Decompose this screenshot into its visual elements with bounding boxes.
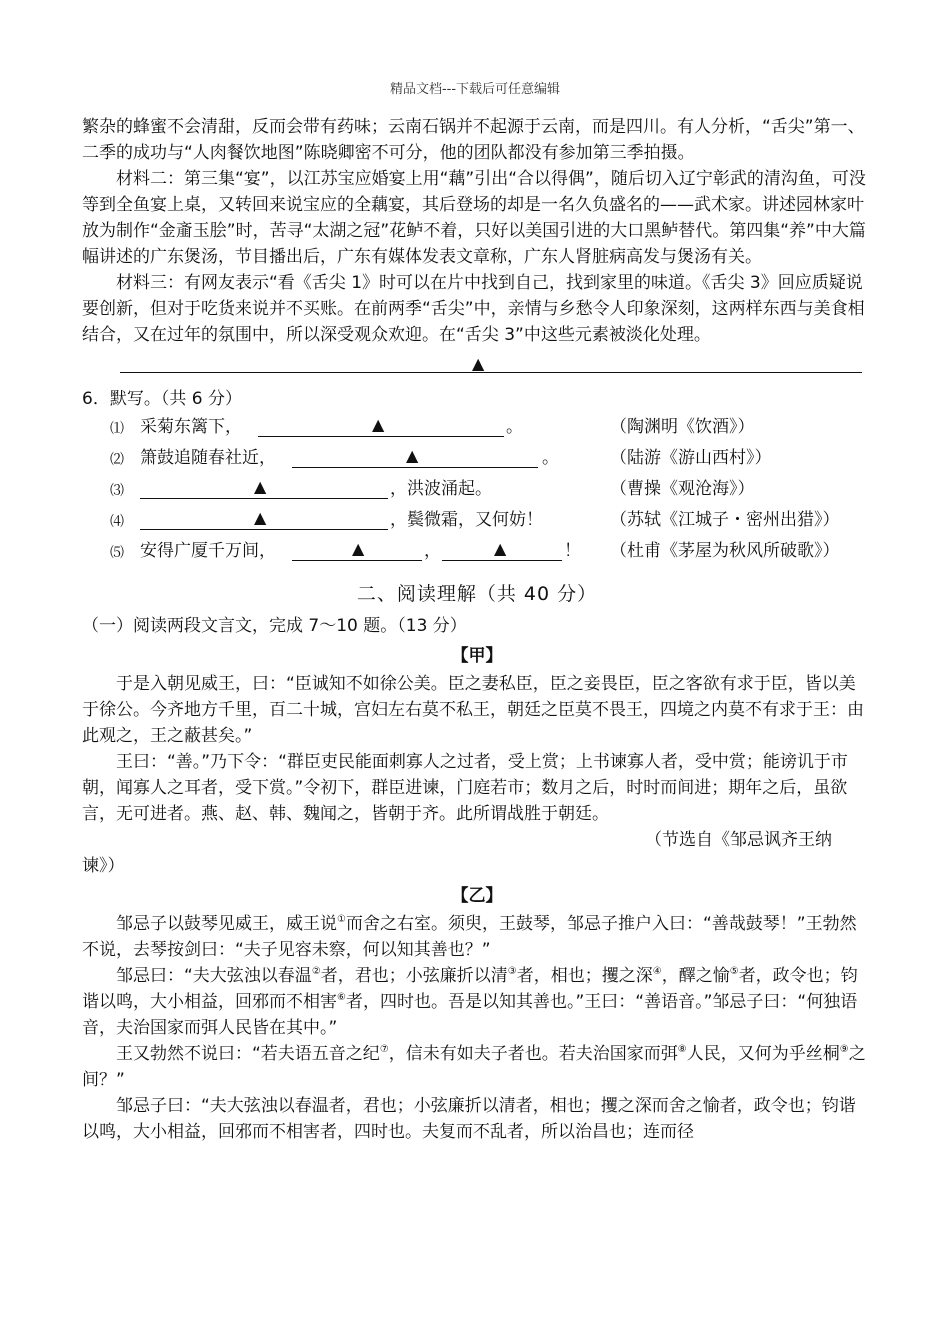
item-source: （陆游《游山西村》） (610, 448, 772, 468)
footnote-marker: ⑥ (337, 992, 346, 1003)
item-number: ⑴ (110, 421, 124, 437)
item-text: ，鬓微霜，又何妨！ (390, 510, 543, 530)
fill-blank[interactable] (140, 507, 388, 530)
item-number: ⑶ (110, 483, 124, 499)
material-two: 材料二：第三集“宴”，以江苏宝应婚宴上用“藕”引出“合以得偶”，随后切入辽宁彰武的清沟鱼，可没等到全鱼宴上桌，又转回来说宝应的全藕宴，其后登场的却是一名久负盛名的——武术家。讲述园林家叶放为制作“金齑玉脍”时，苦寻“太湖之冠”花鲈不着，只好以美国引进的大口黑鲈替代。第四集“养”中大篇幅讲述的广东煲汤，节目播出后，广东有媒体发表文章称，广东人肾脏病高发与煲汤有关。 (82, 169, 866, 267)
text-run: 而舍之右室。须臾，王鼓琴，邹忌子推户入曰：“善哉鼓琴！”王勃然不说，去琴按剑曰：“夫子见容未察，何以知其善也？” (82, 914, 857, 960)
passage-jia-title: 【甲】 (451, 646, 503, 666)
item-number: ⑵ (110, 452, 124, 468)
fill-blank[interactable] (292, 538, 422, 561)
answer-line (82, 352, 872, 378)
blank-marker: ▲ (254, 477, 267, 496)
text-run: 王又勃然不说曰：“若夫语五音之纪 (116, 1044, 380, 1064)
passage-yi-paragraph-4: 邹忌子曰：“夫大弦浊以春温者，君也；小弦廉折以清者，相也；攫之深而舍之愉者，政令也；钧谐以鸣，大小相益，回邪而不相害者，四时也。夫复而不乱者，所以治昌也；连而径 (82, 1096, 856, 1142)
passage-yi-paragraph-2 (82, 963, 872, 1041)
item-text: ！ (564, 541, 581, 561)
text-run: 者，四时也。吾是以知其善也。”王曰：“善语音。”邹忌子曰：“何独语音，夫治国家而弭人民皆在其中。” (82, 992, 858, 1038)
item-source: （苏轼《江城子・密州出猎》） (610, 510, 840, 530)
passage-jia-source: （节选自《邹忌讽齐王纳 (645, 830, 832, 850)
text-run: 邹忌曰：“夫大弦浊以春温 (116, 966, 312, 986)
item-source: （陶渊明《饮酒》） (610, 417, 755, 437)
item-text: 安得广厦千万间， (140, 541, 276, 561)
fill-blank[interactable] (140, 476, 388, 499)
footnote-marker: ④ (652, 966, 662, 977)
item-number: ⑷ (110, 514, 124, 530)
page-header: 精品文档---下载后可任意编辑 (389, 82, 561, 97)
footnote-marker: ⑤ (729, 966, 739, 977)
text-run: 者，政令也；钧谐以鸣，大小相益，回邪而不相害 (82, 966, 858, 1012)
item-text: 。 (506, 417, 523, 437)
dictation-item-3 (82, 474, 872, 505)
item-text: 。 (542, 448, 559, 468)
material-paragraph: 繁杂的蜂蜜不会清甜，反而会带有药味；云南石锅并不起源于云南，而是四川。有人分析，“舌尖”第一、二季的成功与“人肉餐饮地图”陈晓卿密不可分，他的团队都没有参加第三季拍摄。 (82, 117, 865, 163)
passage-yi-paragraph-1 (82, 911, 872, 963)
blank-marker: ▲ (352, 539, 365, 558)
text-run: 邹忌子以鼓琴见威王，威王说 (116, 914, 337, 934)
footnote-marker: ③ (507, 966, 517, 977)
fill-blank[interactable] (292, 445, 538, 468)
passage-jia-paragraph-2: 王曰：“善。”乃下令：“群臣吏民能面刺寡人之过者，受上赏；上书谏寡人者，受中赏；能谤讥于市朝，闻寡人之耳者，受下赏。”令初下，群臣进谏，门庭若市；数月之后，时时而间进；期年之后，虽欲言，无可进者。燕、赵、韩、魏闻之，皆朝于齐。此所谓战胜于朝廷。 (82, 752, 848, 824)
section-title: 二、阅读理解（共 40 分） (356, 583, 598, 605)
answer-underline (120, 372, 862, 373)
item-text: 采菊东篱下， (140, 417, 242, 437)
item-source: （曹操《观沧海》） (610, 479, 755, 499)
fill-blank[interactable] (258, 414, 504, 437)
item-text: ，洪波涌起。 (390, 479, 492, 499)
question-6-title: 6．默写。（共 6 分） (82, 389, 242, 409)
dictation-item-1 (82, 412, 872, 443)
question-6 (82, 386, 872, 567)
document-body (82, 114, 872, 1145)
footnote-marker: ② (311, 966, 321, 977)
dictation-item-5 (82, 536, 872, 567)
blank-marker: ▲ (372, 415, 385, 434)
passage-yi-title: 【乙】 (451, 886, 503, 906)
footnote-marker: ⑨ (839, 1044, 849, 1055)
passage-yi-paragraph-3 (82, 1041, 872, 1093)
text-run: 者，君也；小弦廉折以清 (320, 966, 508, 986)
blank-marker: ▲ (406, 446, 419, 465)
footnote-marker: ① (337, 914, 346, 925)
item-number: ⑸ (110, 545, 124, 561)
passage-jia-paragraph-1: 于是入朝见威王，曰：“臣诚知不如徐公美。臣之妻私臣，臣之妾畏臣，臣之客欲有求于臣，皆以美于徐公。今齐地方千里，百二十城，宫妇左右莫不私王，朝廷之臣莫不畏王，四境之内莫不有求于王：由此观之，王之蔽甚矣。” (82, 674, 864, 746)
blank-marker: ▲ (494, 539, 507, 558)
text-run: ，醳之愉 (661, 966, 730, 986)
text-run: ，信未有如夫子者也。若夫治国家而弭 (388, 1044, 678, 1064)
section-subtitle: （一）阅读两段文言文，完成 7～10 题。（13 分） (82, 616, 467, 636)
passage-jia-source-continued: 谏》） (82, 856, 125, 876)
dictation-item-4 (82, 505, 872, 536)
text-run: 之间？” (82, 1044, 866, 1090)
footnote-marker: ⑧ (677, 1044, 687, 1055)
blank-marker: ▲ (254, 508, 267, 527)
item-text: 箫鼓追随春社近， (140, 448, 276, 468)
item-source: （杜甫《茅屋为秋风所破歌》） (610, 541, 840, 561)
blank-marker: ▲ (472, 354, 485, 373)
dictation-item-2 (82, 443, 872, 474)
material-three: 材料三：有网友表示“看《舌尖 1》时可以在片中找到自己，找到家里的味道。《舌尖 3》回应质疑说要创新，但对于吃货来说并不买账。在前两季“舌尖”中，亲情与乡愁令人印象深刻，这两样东西与美食相结合，又在过年的氛围中，所以深受观众欢迎。在“舌尖 3”中这些元素被淡化处理。 (82, 273, 865, 345)
item-text: ， (424, 541, 441, 561)
footnote-marker: ⑦ (379, 1044, 389, 1055)
fill-blank[interactable] (442, 538, 562, 561)
text-run: 者，相也；攫之深 (516, 966, 653, 986)
text-run: 人民，又何为乎丝桐 (686, 1044, 840, 1064)
